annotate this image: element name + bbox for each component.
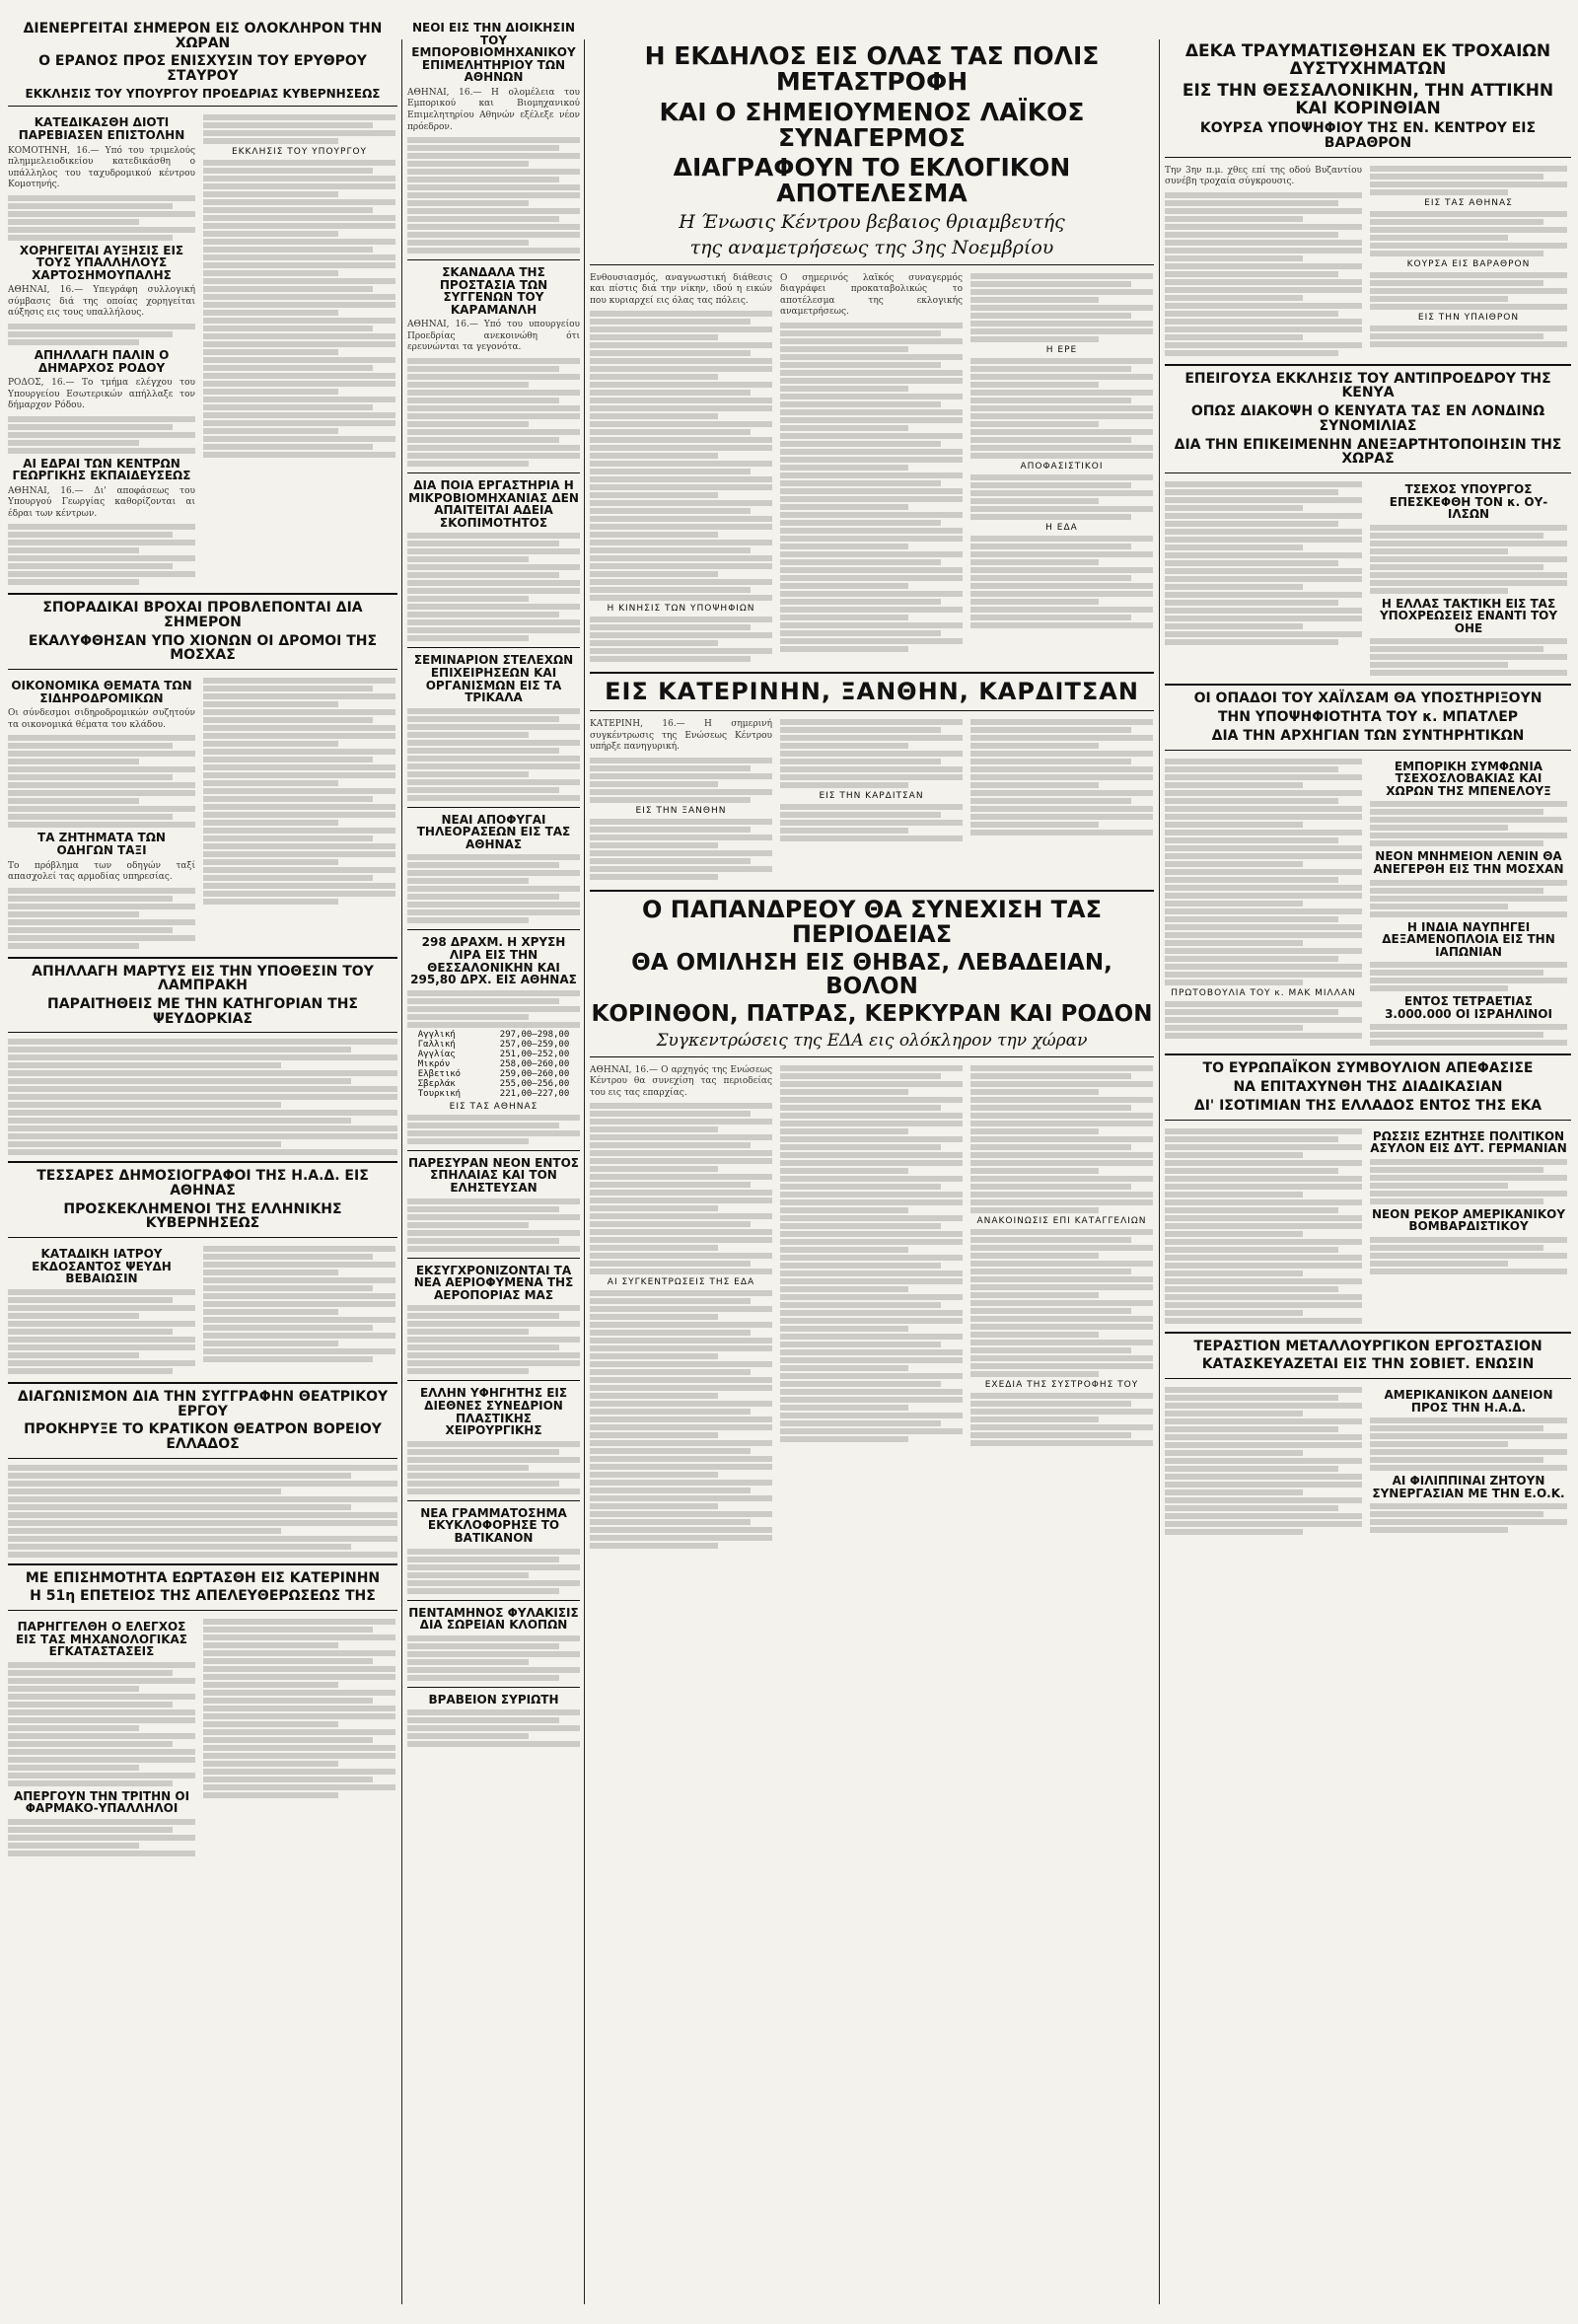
price-row: [416, 1040, 572, 1050]
article-text: ΑΘΗΝΑΙ, 16.— Ο αρχηγός της Ενώσεως Κέντρου θα συνεχίση τας περιοδείας του εις τας επαρχίας.: [590, 1064, 772, 1098]
article-title: ΠΑΡΗΓΓΕΛΘΗ Ο ΕΛΕΓΧΟΣ ΕΙΣ ΤΑΣ ΜΗΧΑΝΟΛΟΓΙΚΑΣ ΕΓΚΑΤΑΣΤΑΣΕΙΣ: [15, 1619, 188, 1659]
headline: Η 51η ΕΠΕΤΕΙΟΣ ΤΗΣ ΑΠΕΛΕΥΘΕΡΩΣΕΩΣ ΤΗΣ: [30, 1588, 376, 1605]
section-label: ΕΙΣ ΤΗΝ ΚΑΡΔΙΤΣΑΝ: [819, 791, 924, 802]
headline: ΜΕ ΕΠΙΣΗΜΟΤΗΤΑ ΕΩΡΤΑΣΘΗ ΕΙΣ ΚΑΤΕΡΙΝΗΝ: [25, 1569, 381, 1586]
headline: ΕΠΕΙΓΟΥΣΑ ΕΚΚΛΗΣΙΣ ΤΟΥ ΑΝΤΙΠΡΟΕΔΡΟΥ ΤΗΣ ΚΕΝΥΑ: [1184, 370, 1551, 401]
headline: ΕΙΣ ΚΑΤΕΡΙΝΗΝ, ΞΑΝΘΗΝ, ΚΑΡΔΙΤΣΑΝ: [605, 678, 1139, 706]
article-text: ΚΟΜΟΤΗΝΗ, 16.— Υπό του τριμελούς πλημμελειοδικείου κατεδικάσθη ο υπάλληλος του ταχυδρομικού κέντρου Κομοτηνής.: [8, 145, 195, 190]
price-value: 255,00—256,00: [499, 1078, 570, 1089]
headline: ΔΙ' ΙΣΟΤΙΜΙΑΝ ΤΗΣ ΕΛΛΑΔΟΣ ΕΝΤΟΣ ΤΗΣ ΕΚΑ: [1193, 1097, 1542, 1114]
article-text: Την 3ην π.μ. χθες επί της οδού Βυζαντίου συνέβη τροχαία σύγκρουσις.: [1165, 165, 1362, 187]
headline: ΠΑΡΑΙΤΗΘΕΙΣ ΜΕ ΤΗΝ ΚΑΤΗΓΟΡΙΑΝ ΤΗΣ ΨΕΥΔΟΡΚΙΑΣ: [47, 995, 358, 1027]
lead-subheadline: Η Ένωσις Κέντρου βεβαιος θριαμβευτής: [679, 210, 1065, 233]
price-label: Γαλλική: [417, 1039, 456, 1050]
section-label: ΠΡΩΤΟΒΟΥΛΙΑ ΤΟΥ κ. ΜΑΚ ΜΙΛΛΑΝ: [1171, 987, 1356, 998]
article-title: ΑΠΕΡΓΟΥΝ ΤΗΝ ΤΡΙΤΗΝ ΟΙ ΦΑΡΜΑΚΟ-ΥΠΑΛΛΗΛΟΙ: [13, 1788, 190, 1816]
headline: ΚΑΤΑΣΚΕΥΑΖΕΤΑΙ ΕΙΣ ΤΗΝ ΣΟΒΙΕΤ. ΕΝΩΣΙΝ: [1201, 1356, 1535, 1373]
price-value: 251,00—252,00: [499, 1049, 570, 1059]
headline: Ο ΕΡΑΝΟΣ ΠΡΟΣ ΕΝΙΣΧΥΣΙΝ ΤΟΥ ΕΡΥΘΡΟΥ ΣΤΑΥΡΟΥ: [38, 53, 367, 85]
headline: ΤΗΝ ΥΠΟΨΗΦΙΟΤΗΤΑ ΤΟΥ κ. ΜΠΑΤΛΕΡ: [1217, 709, 1519, 726]
section-label: ΕΙΣ ΤΑΣ ΑΘΗΝΑΣ: [1424, 197, 1513, 208]
column-center: [590, 39, 1154, 2308]
price-value: 258,00—260,00: [499, 1058, 570, 1069]
section-label: Η ΕΔΑ: [1045, 522, 1078, 533]
headline: ΔΙΑΓΩΝΙΣΜΟΝ ΔΙΑ ΤΗΝ ΣΥΓΓΡΑΦΗΝ ΘΕΑΤΡΙΚΟΥ ΕΡΓΟΥ: [17, 1388, 389, 1419]
column-right: [1165, 39, 1571, 2308]
article-title: ΝΕΟΝ ΜΝΗΜΕΙΟΝ ΛΕΝΙΝ ΘΑ ΑΝΕΓΕΡΘΗ ΕΙΣ ΤΗΝ ΜΟΣΧΑΝ: [1373, 849, 1564, 876]
price-value: 257,00—259,00: [499, 1039, 570, 1050]
column-second: [407, 18, 580, 2306]
section-label: ΕΙΣ ΤΗΝ ΥΠΑΙΘΡΟΝ: [1417, 312, 1520, 323]
article-text: ΡΟΔΟΣ, 16.— Το τμήμα ελέγχου του Υπουργείου Εσωτερικών απήλλαξε τον δήμαρχον Ρόδου.: [8, 378, 195, 411]
price-row: [416, 1050, 572, 1059]
article-text: ΑΘΗΝΑΙ, 16.— Υπό του υπουργείου Προεδρίας ανεκοινώθη ότι ερευνώνται τα γεγονότα.: [407, 320, 580, 353]
article-title: ΕΚΣΥΓΧΡΟΝΙΖΟΝΤΑΙ ΤΑ ΝΕΑ ΑΕΡΙΟΦΥΜΕΝΑ ΤΗΣ ΑΕΡΟΠΟΡΙΑΣ ΜΑΣ: [413, 1263, 574, 1302]
subcolumn: [8, 112, 195, 587]
lead-headline: ΚΑΙ Ο ΣΗΜΕΙΟΥΜΕΝΟΣ ΛΑΪΚΟΣ ΣΥΝΑΓΕΡΜΟΣ: [659, 97, 1085, 152]
article-title: ΕΝΤΟΣ ΤΕΤΡΑΕΤΙΑΣ 3.000.000 ΟΙ ΙΣΡΑΗΛΙΝΟΙ: [1385, 994, 1552, 1021]
column-rule: [584, 39, 585, 2304]
article-title: ΠΑΡΕΣΥΡΑΝ ΝΕΟΝ ΕΝΤΟΣ ΣΠΗΛΑΙΑΣ ΚΑΙ ΤΟΝ ΕΛΗΣΤΕΥΣΑΝ: [408, 1155, 579, 1196]
headline: Ο ΠΑΠΑΝΔΡΕΟΥ ΘΑ ΣΥΝΕΧΙΣΗ ΤΑΣ ΠΕΡΙΟΔΕΙΑΣ: [641, 895, 1103, 948]
article-title: ΧΟΡΗΓΕΙΤΑΙ ΑΥΞΗΣΙΣ ΕΙΣ ΤΟΥΣ ΥΠΑΛΛΗΛΟΥΣ ΧΑΡΤΟΣΗΜΟΥΠΑΛΗΣ: [19, 243, 184, 282]
article-title: ΒΡΑΒΕΙΟΝ ΣΥΡΙΩΤΗ: [428, 1692, 559, 1707]
article-title: ΑΙ ΦΙΛΙΠΠΙΝΑΙ ΖΗΤΟΥΝ ΣΥΝΕΡΓΑΣΙΑΝ ΜΕ ΤΗΝ Ε.Ο.Κ.: [1372, 1474, 1565, 1500]
headline: ΔΙΑ ΤΗΝ ΕΠΙΚΕΙΜΕΝΗΝ ΑΝΕΞΑΡΤΗΤΟΠΟΙΗΣΙΝ ΤΗΣ ΧΩΡΑΣ: [1174, 436, 1562, 468]
section-label: ΕΧΕΔΙΑ ΤΗΣ ΣΥΣΤΡΟΦΗΣ ΤΟΥ: [984, 1379, 1139, 1390]
article-title: ΑΠΗΛΛΑΓΗ ΠΑΛΙΝ Ο ΔΗΜΑΡΧΟΣ ΡΟΔΟΥ: [34, 347, 170, 375]
article-title: ΟΙΚΟΝΟΜΙΚΑ ΘΕΜΑΤΑ ΤΩΝ ΣΙΔΗΡΟΔΡΟΜΙΚΩΝ: [11, 679, 192, 705]
headline: ΕΚΚΛΗΣΙΣ ΤΟΥ ΥΠΟΥΡΓΟΥ ΠΡΟΕΔΡΙΑΣ ΚΥΒΕΡΝΗΣΕΩΣ: [25, 86, 381, 101]
headline: ΔΙΑ ΤΗΝ ΑΡΧΗΓΙΑΝ ΤΩΝ ΣΥΝΤΗΡΗΤΙΚΩΝ: [1211, 727, 1525, 744]
subcolumn: ΕΚΚΛΗΣΙΣ ΤΟΥ ΥΠΟΥΡΓΟΥ: [203, 112, 395, 587]
headline: ΚΟΥΡΣΑ ΥΠΟΨΗΦΙΟΥ ΤΗΣ ΕΝ. ΚΕΝΤΡΟΥ ΕΙΣ ΒΑΡΑΘΡΟΝ: [1199, 120, 1537, 152]
article-text: Το πρόβλημα των οδηγών ταξί απασχολεί τας αρμοδίας υπηρεσίας.: [8, 860, 195, 883]
article-title: ΝΕΑ ΓΡΑΜΜΑΤΟΣΗΜΑ ΕΚΥΚΛΟΦΟΡΗΣΕ ΤΟ ΒΑΤΙΚΑΝΟΝ: [420, 1505, 567, 1545]
article-text: Οι σύνδεσμοι σιδηροδρομικών συζητούν τα οικονομικά θέματα του κλάδου.: [8, 708, 195, 730]
headline: ΟΠΩΣ ΔΙΑΚΟΨΗ Ο ΚΕΝΥΑΤΑ ΤΑΣ ΕΝ ΛΟΝΔΙΝΩ ΣΥΝΟΜΙΛΙΑΣ: [1190, 403, 1545, 434]
article-title: ΑΙ ΕΔΡΑΙ ΤΩΝ ΚΕΝΤΡΩΝ ΓΕΩΡΓΙΚΗΣ ΕΚΠΑΙΔΕΥΣΕΩΣ: [12, 456, 191, 483]
price-row: [416, 1069, 572, 1079]
article-title: ΤΑ ΖΗΤΗΜΑΤΑ ΤΩΝ ΟΔΗΓΩΝ ΤΑΞΙ: [37, 831, 166, 857]
price-value: 221,00—227,00: [499, 1088, 570, 1099]
price-row: [416, 1089, 572, 1099]
price-label: Σβερλάκ: [417, 1078, 456, 1089]
section-label: ΕΙΣ ΤΑΣ ΑΘΗΝΑΣ: [449, 1101, 538, 1112]
price-label: Ελβετικό: [417, 1068, 462, 1079]
article-title: ΔΙΑ ΠΟΙΑ ΕΡΓΑΣΤΗΡΙΑ Η ΜΙΚΡΟΒΙΟΜΗΧΑΝΙΑΣ ΔΕΝ ΑΠΑΙΤΕΙΤΑΙ ΑΔΕΙΑ ΣΚΟΠΙΜΟΤΗΤΟΣ: [408, 477, 579, 530]
article-title: Η ΕΛΛΑΣ ΤΑΚΤΙΚΗ ΕΙΣ ΤΑΣ ΥΠΟΧΡΕΩΣΕΙΣ ΕΝΑΝΤΙ ΤΟΥ ΟΗΕ: [1379, 596, 1558, 635]
headline: ΤΕΣΣΑΡΕΣ ΔΗΜΟΣΙΟΓΡΑΦΟΙ ΤΗΣ Η.Α.Δ. ΕΙΣ ΑΘΗΝΑΣ: [36, 1168, 369, 1199]
lead-headline: Η ΕΚΔΗΛΟΣ ΕΙΣ ΟΛΑΣ ΤΑΣ ΠΟΛΙΣ ΜΕΤΑΣΤΡΟΦΗ: [644, 41, 1100, 97]
article-title: ΝΕΑΙ ΑΠΟΦΥΓΑΙ ΤΗΛΕΟΡΑΣΕΩΝ ΕΙΣ ΤΑΣ ΑΘΗΝΑΣ: [416, 812, 571, 851]
headline: ΤΟ ΕΥΡΩΠΑΪΚΟΝ ΣΥΜΒΟΥΛΙΟΝ ΑΠΕΦΑΣΙΣΕ: [1202, 1060, 1534, 1077]
article-text: ΑΘΗΝΑΙ, 16.— Δι' αποφάσεως του Υπουργού Γεωργίας καθορίζονται αι έδραι των κέντρων.: [8, 485, 195, 519]
article-title: ΤΣΕΧΟΣ ΥΠΟΥΡΓΟΣ ΕΠΕΣΚΕΦΘΗ ΤΟΝ κ. ΟΥ-ΙΛΣΩΝ: [1389, 481, 1548, 522]
headline: ΚΟΡΙΝΘΟΝ, ΠΑΤΡΑΣ, ΚΕΡΚΥΡΑΝ ΚΑΙ ΡΟΔΟΝ: [591, 1001, 1153, 1028]
lead-headline: ΔΙΑΓΡΑΦΟΥΝ ΤΟ ΕΚΛΟΓΙΚΟΝ ΑΠΟΤΕΛΕΣΜΑ: [673, 153, 1071, 208]
column-rule: [1159, 39, 1160, 2304]
headline: ΕΙΣ ΤΗΝ ΘΕΣΣΑΛΟΝΙΚΗΝ, ΤΗΝ ΑΤΤΙΚΗΝ ΚΑΙ ΚΟΡΙΝΘΙΑΝ: [1182, 80, 1554, 118]
price-label: Τουρκική: [417, 1088, 462, 1099]
section-label: Η ΕΡΕ: [1045, 344, 1078, 355]
headline: ΟΙ ΟΠΑΔΟΙ ΤΟΥ ΧΑΪΛΣΑΜ ΘΑ ΥΠΟΣΤΗΡΙΞΟΥΝ: [1193, 690, 1542, 707]
headline: ΔΕΚΑ ΤΡΑΥΜΑΤΙΣΘΗΣΑΝ ΕΚ ΤΡΟΧΑΙΩΝ ΔΥΣΤΥΧΗΜΑΤΩΝ: [1184, 41, 1551, 79]
article-title: ΚΑΤΑΔΙΚΗ ΙΑΤΡΟΥ ΕΚΔΟΣΑΝΤΟΣ ΨΕΥΔΗ ΒΕΒΑΙΩΣΙΝ: [32, 1247, 172, 1286]
price-label: Αγγλίας: [417, 1049, 456, 1059]
headline: ΑΠΗΛΛΑΓΗ ΜΑΡΤΥΣ ΕΙΣ ΤΗΝ ΥΠΟΘΕΣΙΝ ΤΟΥ ΛΑΜΠΡΑΚΗ: [32, 963, 374, 994]
article-text: ΑΘΗΝΑΙ, 16.— Υπεγράφη συλλογική σύμβασις διά της οποίας χορηγείται αύξησις εις τους υπαλλήλους.: [8, 285, 195, 319]
gold-prices-table: [416, 1030, 572, 1099]
lead-text: Ο σημερινός λαϊκός συναγερμός διαγράφει προκαταβολικώς το αποτέλεσμα της εκλογικής αναμετρήσεως.: [780, 272, 963, 318]
price-value: 259,00—260,00: [499, 1068, 570, 1079]
section-label: ΑΙ ΣΥΓΚΕΝΤΡΩΣΕΙΣ ΤΗΣ ΕΔΑ: [607, 1277, 755, 1288]
headline: ΤΕΡΑΣΤΙΟΝ ΜΕΤΑΛΛΟΥΡΓΙΚΟΝ ΕΡΓΟΣΤΑΣΙΟΝ: [1193, 1338, 1542, 1354]
article-title: ΑΜΕΡΙΚΑΝΙΚΟΝ ΔΑΝΕΙΟΝ ΠΡΟΣ ΤΗΝ Η.Α.Δ.: [1384, 1387, 1553, 1415]
column-rule: [401, 39, 402, 2304]
article-title: ΕΜΠΟΡΙΚΗ ΣΥΜΦΩΝΙΑ ΤΣΕΧΟΣΛΟΒΑΚΙΑΣ ΚΑΙ ΧΩΡΩΝ ΤΗΣ ΜΠΕΝΕΛΟΥΞ: [1386, 759, 1551, 798]
price-row: [416, 1059, 572, 1069]
section-label: ΚΟΥΡΣΑ ΕΙΣ ΒΑΡΑΘΡΟΝ: [1406, 258, 1531, 269]
price-row: [416, 1079, 572, 1089]
price-label: Αγγλική: [417, 1029, 456, 1040]
price-row: [416, 1030, 572, 1040]
article-title: ΠΕΝΤΑΜΗΝΟΣ ΦΥΛΑΚΙΣΙΣ ΔΙΑ ΣΩΡΕΙΑΝ ΚΛΟΠΩΝ: [408, 1605, 579, 1633]
headline: ΠΡΟΣΚΕΚΛΗΜΕΝΟΙ ΤΗΣ ΕΛΛΗΝΙΚΗΣ ΚΥΒΕΡΝΗΣΕΩΣ: [63, 1200, 342, 1232]
headline: ΕΚΑΛΥΦΘΗΣΑΝ ΥΠΟ ΧΙΟΝΩΝ ΟΙ ΔΡΟΜΟΙ ΤΗΣ ΜΟΣΧΑΣ: [28, 632, 378, 664]
section-label: ΕΙΣ ΤΗΝ ΞΑΝΘΗΝ: [635, 805, 727, 816]
lead-text: Ενθουσιασμός, αναγνωστική διάθεσις και πίστις διά την νίκην, ιδού η εικών που κυριαρχεί εις όλας τας πόλεις.: [590, 272, 772, 306]
article-title: ΡΩΣΣΙΣ ΕΖΗΤΗΣΕ ΠΟΛΙΤΙΚΟΝ ΑΣΥΛΟΝ ΕΙΣ ΔΥΤ. ΓΕΡΜΑΝΙΑΝ: [1370, 1128, 1567, 1156]
article-title: 298 ΔΡΑΧΜ. Η ΧΡΥΣΗ ΛΙΡΑ ΕΙΣ ΤΗΝ ΘΕΣΣΑΛΟΝΙΚΗΝ ΚΑΙ 295,80 ΔΡΧ. ΕΙΣ ΑΘΗΝΑΣ: [410, 935, 577, 987]
price-label: Μικρόν: [417, 1058, 451, 1069]
article-title: ΚΑΤΕΔΙΚΑΣΘΗ ΔΙΟΤΙ ΠΑΡΕΒΙΑΣΕΝ ΕΠΙΣΤΟΛΗΝ: [18, 115, 185, 142]
headline: ΣΠΟΡΑΔΙΚΑΙ ΒΡΟΧΑΙ ΠΡΟΒΛΕΠΟΝΤΑΙ ΔΙΑ ΣΗΜΕΡΟΝ: [42, 600, 363, 631]
headline: ΝΑ ΕΠΙΤΑΧΥΝΘΗ ΤΗΣ ΔΙΑΔΙΚΑΣΙΑΝ: [1233, 1079, 1503, 1096]
article-title: ΝΕΟΙ ΕΙΣ ΤΗΝ ΔΙΟΙΚΗΣΙΝ ΤΟΥ ΕΜΠΟΡΟΒΙΟΜΗΧΑΝΙΚΟΥ ΕΠΙΜΕΛΗΤΗΡΙΟΥ ΤΩΝ ΑΘΗΝΩΝ: [411, 21, 576, 85]
subheadline: Συγκεντρώσεις της ΕΔΑ εις ολόκληρον την χώραν: [656, 1030, 1088, 1051]
article-title: ΣΚΑΝΔΑΛΑ ΤΗΣ ΠΡΟΣΤΑΣΙΑ ΤΩΝ ΣΥΓΓΕΝΩΝ ΤΟΥ ΚΑΡΑΜΑΝΛΗ: [439, 265, 548, 317]
section-label: Η ΚΙΝΗΣΙΣ ΤΩΝ ΥΠΟΨΗΦΙΩΝ: [607, 604, 755, 615]
article-text: ΚΑΤΕΡΙΝΗ, 16.— Η σημερινή συγκέντρωσις της Ενώσεως Κέντρου υπήρξε πανηγυρική.: [590, 719, 772, 753]
column-left: [8, 18, 397, 2306]
price-value: 297,00—298,00: [499, 1029, 570, 1040]
article-title: ΕΛΛΗΝ ΥΦΗΓΗΤΗΣ ΕΙΣ ΔΙΕΘΝΕΣ ΣΥΝΕΔΡΙΟΝ ΠΛΑΣΤΙΚΗΣ ΧΕΙΡΟΥΡΓΙΚΗΣ: [419, 1386, 568, 1438]
article-title: ΣΕΜΙΝΑΡΙΟΝ ΣΤΕΛΕΧΩΝ ΕΠΙΧΕΙΡΗΣΕΩΝ ΚΑΙ ΟΡΓΑΝΙΣΜΩΝ ΕΙΣ ΤΑ ΤΡΙΚΑΛΑ: [413, 653, 574, 705]
headline: ΔΙΕΝΕΡΓΕΙΤΑΙ ΣΗΜΕΡΟΝ ΕΙΣ ΟΛΟΚΛΗΡΟΝ ΤΗΝ ΧΩΡΑΝ: [23, 21, 383, 51]
section-label: ΑΝΑΚΟΙΝΩΣΙΣ ΕΠΙ ΚΑΤΑΓΓΕΛΙΩΝ: [976, 1215, 1147, 1226]
headline: ΠΡΟΚΗΡΥΞΕ ΤΟ ΚΡΑΤΙΚΟΝ ΘΕΑΤΡΟΝ ΒΟΡΕΙΟΥ ΕΛΛΑΔΟΣ: [24, 1421, 382, 1452]
article-title: Η ΙΝΔΙΑ ΝΑΥΠΗΓΕΙ ΔΕΞΑΜΕΝΟΠΛΟΙΑ ΕΙΣ ΤΗΝ ΙΑΠΩΝΙΑΝ: [1382, 919, 1555, 959]
section-label: ΑΠΟΦΑΣΙΣΤΙΚΟΙ: [1020, 461, 1104, 472]
lead-subheadline: της αναμετρήσεως της 3ης Νοεμβρίου: [689, 236, 1054, 258]
article-title: ΝΕΟΝ ΡΕΚΟΡ ΑΜΕΡΙΚΑΝΙΚΟΥ ΒΟΜΒΑΡΔΙΣΤΙΚΟΥ: [1371, 1206, 1566, 1234]
article-text: ΑΘΗΝΑΙ, 16.— Η ολομέλεια του Εμπορικού και Βιομηχανικού Επιμελητηρίου Αθηνών εξέλεξε νέον πρόεδρον.: [407, 87, 580, 132]
headline: ΘΑ ΟΜΙΛΗΣΗ ΕΙΣ ΘΗΒΑΣ, ΛΕΒΑΔΕΙΑΝ, ΒΟΛΟΝ: [631, 950, 1112, 1000]
